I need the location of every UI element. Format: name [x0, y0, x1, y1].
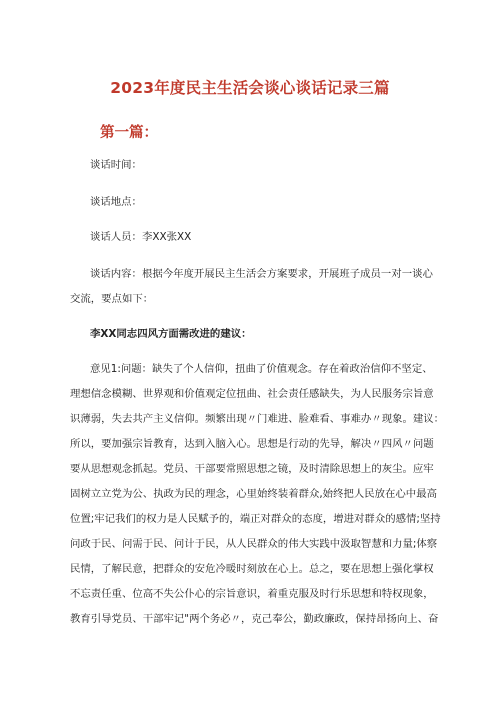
opinion-line: 理想信念模糊、世界观和价值观定位扭曲、社会责任感缺失，为人民服务宗旨意: [70, 388, 434, 400]
opinion-line: 民情，了解民意，把群众的安危冷暖时刻放在心上。总之，要在思想上强化掌权: [70, 563, 434, 575]
opinion-line: 固树立立党为公、执政为民的理念，心里始终装着群众,始终把人民放在心中最高: [70, 488, 437, 500]
field-persons: 谈话人员：李XX张XX: [90, 231, 192, 243]
field-time: 谈话时间：: [90, 159, 142, 171]
opinion-line: 问政于民、问需于民、问计于民，从人民群众的伟大实践中汲取智慧和力量;体察: [70, 538, 438, 550]
opinion-line: 要从思想观念抓起。党员、干部要常照思想之镜，及时清除思想上的灰尘。应牢: [70, 463, 434, 475]
document-title: 2023年度民主生活会谈心谈话记录三篇: [110, 79, 390, 97]
opinion-line: 不忘责任重、位高不失公仆心的宗旨意识，着重克服及时行乐思想和特权现象，: [70, 588, 434, 600]
subheading: 李XX同志四风方面需改进的建议：: [90, 328, 252, 340]
section-heading: 第一篇：: [100, 125, 158, 141]
opinion-line: 所以，要加强宗旨教育，达到入脑入心。思想是行动的先导，解决〃四风〃问题: [70, 438, 434, 450]
opinion-line: 教育引导党员、干部牢记"两个务必〃，克己奉公，勤政廉政，保持昂扬向上、奋: [70, 613, 439, 625]
opinion-line: 意见1:问题：缺失了个人信仰，扭曲了价值观念。存在着政治信仰不坚定、: [90, 363, 433, 375]
field-place: 谈话地点：: [90, 196, 142, 208]
content-line: 谈话内容：根据今年度开展民主生活会方案要求，开展班子成员一对一谈心: [90, 268, 433, 280]
opinion-line: 识薄弱，失去共产主义信仰。频繁出现〃门难进、脸难看、事难办〃现象。建议：: [70, 413, 445, 425]
content-line: 交流，要点如下：: [70, 293, 154, 305]
opinion-line: 位置;牢记我们的权力是人民赋予的，端正对群众的态度，增进对群众的感情;坚持: [70, 513, 441, 525]
